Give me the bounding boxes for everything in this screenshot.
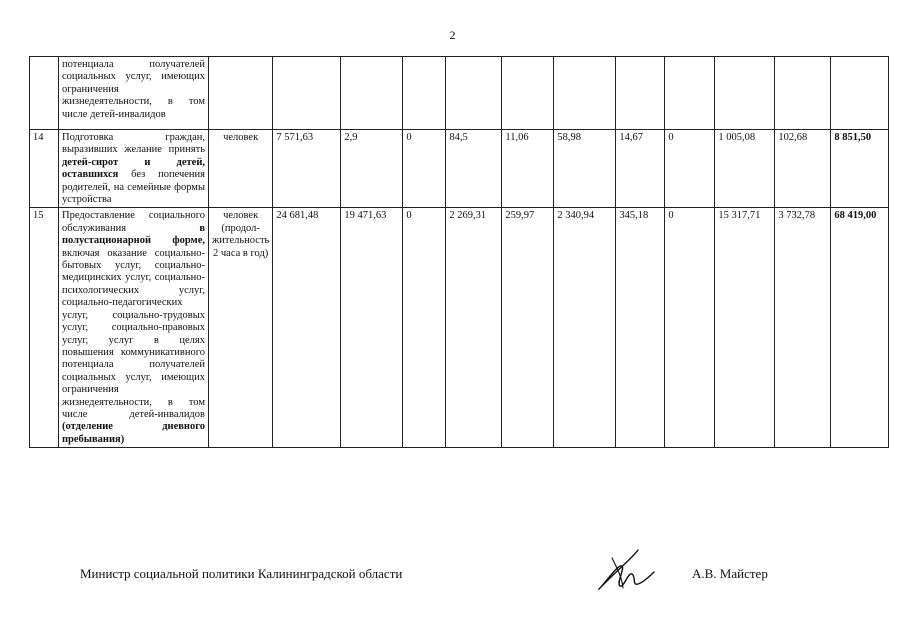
- cost-cell: 2 269,31: [446, 208, 502, 448]
- cost-cell: [502, 57, 554, 130]
- cost-cell: 3 732,78: [775, 208, 831, 448]
- cost-cell: [341, 57, 403, 130]
- cost-cell: 2,9: [341, 130, 403, 208]
- total-cell: 68 419,00: [831, 208, 889, 448]
- total-cell: [831, 57, 889, 130]
- total-cell: 8 851,50: [831, 130, 889, 208]
- service-description: Подготовка граждан, выразивших желание принять детей-сирот и детей, оставшихся без попечения родителей, на семейные формы устройства: [59, 130, 209, 208]
- cost-cell: 345,18: [616, 208, 665, 448]
- cost-cell: 0: [665, 208, 715, 448]
- cost-cell: 259,97: [502, 208, 554, 448]
- cost-cell: 15 317,71: [715, 208, 775, 448]
- cost-cell: 84,5: [446, 130, 502, 208]
- cost-cell: [446, 57, 502, 130]
- cost-cell: [616, 57, 665, 130]
- table-row: [30, 208, 889, 448]
- cost-cell: 7 571,63: [273, 130, 341, 208]
- cost-cell: [665, 57, 715, 130]
- table-row: [30, 57, 889, 130]
- row-index: [30, 57, 59, 130]
- cost-cell: 0: [403, 208, 446, 448]
- unit-of-measure: человек (продол-жительность 2 часа в год): [209, 208, 273, 448]
- cost-cell: 1 005,08: [715, 130, 775, 208]
- row-index: 14: [30, 130, 59, 208]
- cost-cell: [775, 57, 831, 130]
- signature-icon: [592, 548, 656, 594]
- unit-of-measure: человек: [209, 130, 273, 208]
- cost-cell: [715, 57, 775, 130]
- service-description: Предоставление социального обслуживания в полустационарной форме, включая оказание социально-бытовых услуг, социально-медицинских услуг, социально-психологических услуг, социально-педагогических услуг, социально-трудовых услуг, социально-правовых услуг, услуг в целях повышения коммуникативного потенциала получателей социальных услуг, имеющих ограничения жизнедеятельности, в том числе детей-инвалидов (отделение дневного пребывания): [59, 208, 209, 448]
- cost-cell: [403, 57, 446, 130]
- cost-cell: 0: [665, 130, 715, 208]
- cost-cell: 0: [403, 130, 446, 208]
- cost-cell: 14,67: [616, 130, 665, 208]
- cost-cell: 102,68: [775, 130, 831, 208]
- unit-of-measure: [209, 57, 273, 130]
- table-row: [30, 130, 889, 208]
- service-description: потенциала получателей социальных услуг, имеющих ограничения жизнедеятельности, в том числе детей-инвалидов: [59, 57, 209, 130]
- cost-cell: 24 681,48: [273, 208, 341, 448]
- minister-name: А.В. Майстер: [692, 566, 768, 581]
- cost-cell: 2 340,94: [554, 208, 616, 448]
- page-number: 2: [449, 28, 456, 42]
- cost-cell: [273, 57, 341, 130]
- cost-cell: 58,98: [554, 130, 616, 208]
- cost-cell: [554, 57, 616, 130]
- services-table: [29, 56, 889, 448]
- cost-cell: 11,06: [502, 130, 554, 208]
- minister-title: Министр социальной политики Калининградской области: [80, 566, 403, 581]
- cost-cell: 19 471,63: [341, 208, 403, 448]
- row-index: 15: [30, 208, 59, 448]
